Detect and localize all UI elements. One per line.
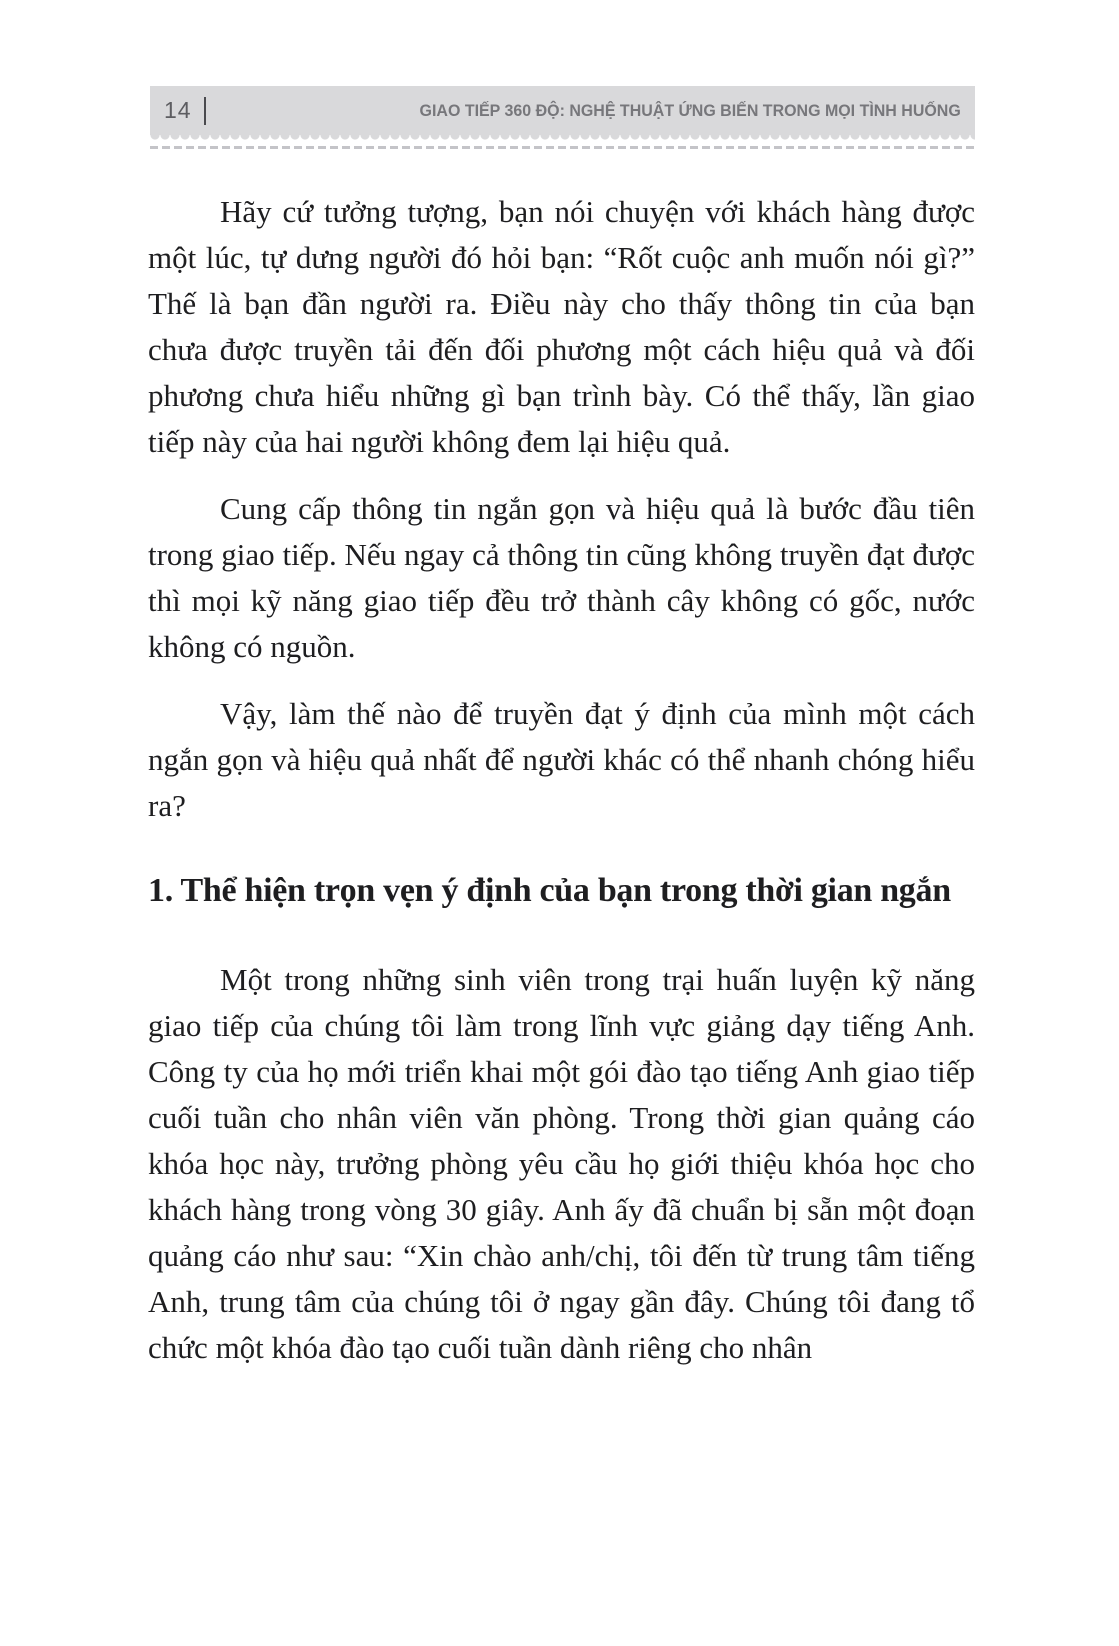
perforated-edge	[150, 135, 975, 142]
page-number-separator	[204, 97, 206, 125]
page-header	[150, 86, 975, 149]
page-number: 14	[164, 97, 192, 123]
header-bar	[150, 86, 975, 135]
paragraph-4: Một trong những sinh viên trong trại huấn luyện kỹ năng giao tiếp của chúng tôi làm trong lĩnh vực giảng dạy tiếng Anh. Công ty của họ mới triển khai một gói đào tạo tiếng Anh giao tiếp cuối tuần cho nhân viên văn phòng. Trong thời gian quảng cáo khóa học này, trưởng phòng yêu cầu họ giới thiệu khóa học cho khách hàng trong vòng 30 giây. Anh ấy đã chuẩn bị sẵn một đoạn quảng cáo như sau: “Xin chào anh/chị, tôi đến từ trung tâm tiếng Anh, trung tâm của chúng tôi ở ngay gần đây. Chúng tôi đang tổ chức một khóa đào tạo cuối tuần dành riêng cho nhân	[148, 962, 975, 1365]
section-heading: 1. Thể hiện trọn vẹn ý định của bạn trong thời gian ngắn	[148, 872, 951, 909]
paragraph-2: Cung cấp thông tin ngắn gọn và hiệu quả là bước đầu tiên trong giao tiếp. Nếu ngay cả thông tin cũng không truyền đạt được thì mọi kỹ năng giao tiếp đều trở thành cây không có gốc, nước không có nguồn.	[148, 491, 975, 664]
dashed-divider	[150, 146, 975, 149]
running-header-title: GIAO TIẾP 360 ĐỘ: NGHỆ THUẬT ỨNG BIẾN TRONG MỌI TÌNH HUỐNG	[419, 100, 961, 120]
paragraph-3: Vậy, làm thế nào để truyền đạt ý định của mình một cách ngắn gọn và hiệu quả nhất để người khác có thể nhanh chóng hiểu ra?	[148, 696, 975, 823]
page-body	[148, 189, 975, 1371]
paragraph-1: Hãy cứ tưởng tượng, bạn nói chuyện với khách hàng được một lúc, tự dưng người đó hỏi bạn: “Rốt cuộc anh muốn nói gì?” Thế là bạn đần người ra. Điều này cho thấy thông tin của bạn chưa được truyền tải đến đối phương một cách hiệu quả và đối phương chưa hiểu những gì bạn trình bày. Có thể thấy, lần giao tiếp này của hai người không đem lại hiệu quả.	[148, 194, 975, 459]
